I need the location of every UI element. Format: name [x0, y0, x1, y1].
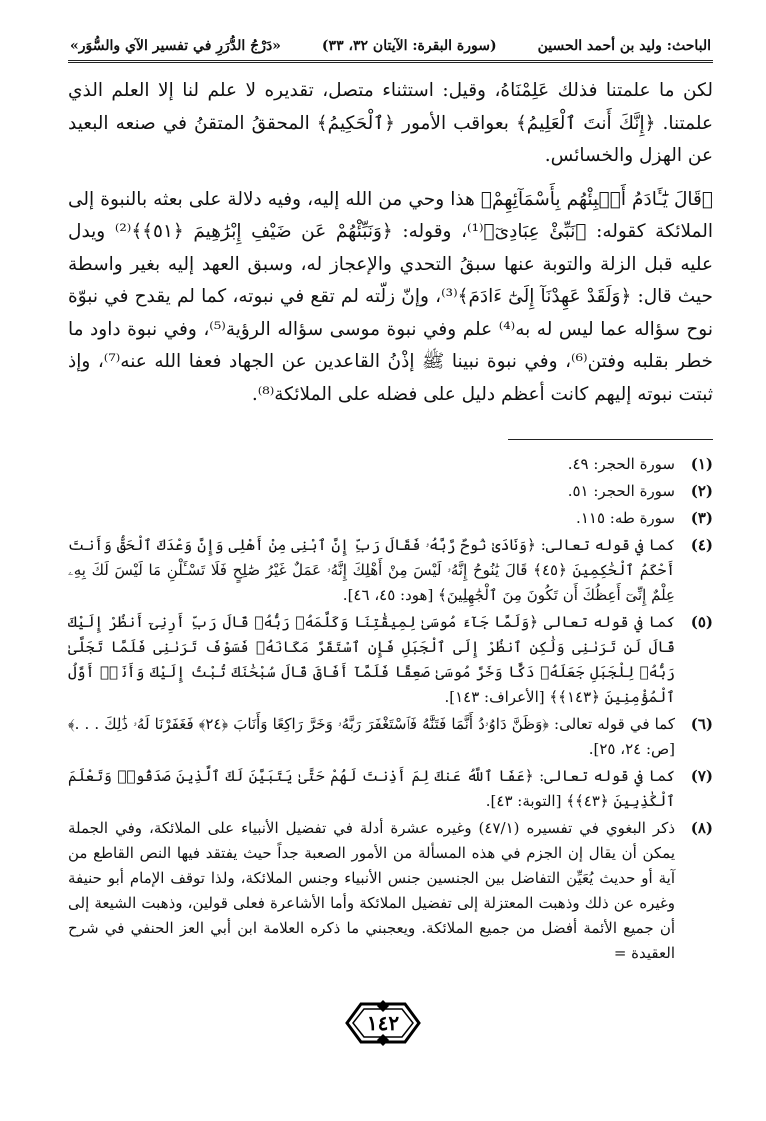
header-author: الباحث: وليد بن أحمد الحسين	[537, 38, 711, 54]
footnote-number: (٦)	[690, 715, 713, 733]
footnote-number: (٥)	[690, 613, 713, 631]
footnote-text: كما في قوله تعالى: ﴿وَظَنَّ دَاوُۥدُ أَنَّمَا فَتَنَّٰهُ فَٱسْتَغْفَرَ رَبَّهُۥ وَخَرَّ رَاكِعًا وَأَنَابَ ﴿٢٤﴾ فَغَفَرْنَا لَهُۥ ذَٰلِكَ . . .﴾ [ص: ٢٤، ٢٥].	[68, 715, 675, 758]
footnote-text: كما في قوله تعالى: ﴿وَنَادَىٰ نُوحٌ رَّبَّهُۥ فَقَالَ رَبِّ إِنَّ ٱبْنِى مِنْ أَهْلِى وَإِنَّ وَعْدَكَ ٱلْحَقُّ وَأَنتَ أَحْكَمُ ٱلْحَٰكِمِينَ ﴿٤٥﴾ قَالَ يَٰنُوحُ إِنَّهُۥ لَيْسَ مِنْ أَهْلِكَ إِنَّهُۥ عَمَلٌ غَيْرُ صَٰلِحٍ فَلَا تَسْـَٔلْنِ مَا لَيْسَ لَكَ بِهِۦ عِلْمٌ إِنِّىٓ أَعِظُكَ أَن تَكُونَ مِنَ ٱلْجَٰهِلِينَ﴾ [هود: ٤٥، ٤٦].	[68, 536, 675, 604]
footnote-1	[68, 452, 713, 477]
footnote-text: سورة طه: ١١٥.	[576, 509, 675, 527]
footnote-3	[68, 506, 713, 531]
footnote-2	[68, 479, 713, 504]
header-book-title: «دَرْجُ الدُّرَرِ في تفسير الآي والسُّوَر»	[70, 38, 281, 54]
footnote-8	[68, 816, 713, 966]
footnote-text: ذكر البغوي في تفسيره (٤٧/١) وغيره عشرة أدلة في تفضيل الأنبياء على الملائكة، وفي الجملة يمكن أن يقال إن الجزم في هذه المسألة من الأمور الصعبة جداً حيث يفتقد فيها النص القاطع من آية أو حديث يُعَيِّن التفاضل بين الجنسين جنس الأنبياء وجنس الملائكة، ولذا توقف الإمام أبو حنيفة وغيره عن ذلك وذهبت المعتزلة إلى تفضيل الملائكة وأما الأشاعرة فعلى قولين، وذهبت الشيعة إلى أن جميع الأئمة أفضل من جميع الملائكة. ويعجبني ما ذكره العلامة ابن أبي العز الحنفي في شرح العقيدة =	[68, 819, 675, 962]
footnote-number: (٨)	[690, 819, 713, 837]
book-page	[68, 38, 713, 966]
header-surah-reference: (سورة البقرة: الآيتان ٣٢، ٣٣)	[321, 38, 497, 54]
footnote-number: (٧)	[690, 767, 713, 785]
footnote-7	[68, 764, 713, 814]
footnote-separator	[508, 439, 713, 440]
body-paragraph-1: لكن ما علمتنا فذلك عَلِمْنَاهُ، وقيل: استثناء متصل، تقديره لا علم لنا إلا العلم الذي علمتنا. ﴿إِنَّكَ أَنتَ ٱلْعَلِيمُ﴾ بعواقب الأمور ﴿ٱلْحَكِيمُ﴾ المحققُ المتقنُ في صنعه البعيد عن الهزل والخسائس.	[68, 80, 713, 166]
footnote-number: (٣)	[690, 509, 713, 527]
footnote-4	[68, 533, 713, 608]
page-number: ١٤٢	[366, 1011, 400, 1035]
footnote-text: كما في قوله تعالى ﴿وَلَمَّا جَآءَ مُوسَىٰ لِمِيقَٰتِنَا وَكَلَّمَهُۥ رَبُّهُۥ قَالَ رَبِّ أَرِنِىٓ أَنظُرْ إِلَيْكَ قَالَ لَن تَرَىٰنِى وَلَٰكِنِ ٱنظُرْ إِلَى ٱلْجَبَلِ فَإِنِ ٱسْتَقَرَّ مَكَانَهُۥ فَسَوْفَ تَرَىٰنِى فَلَمَّا تَجَلَّىٰ رَبُّهُۥ لِلْجَبَلِ جَعَلَهُۥ دَكًّا وَخَرَّ مُوسَىٰ صَعِقًا فَلَمَّآ أَفَاقَ قَالَ سُبْحَٰنَكَ تُبْتُ إِلَيْكَ وَأَنَا۠ أَوَّلُ ٱلْمُؤْمِنِينَ ﴿١٤٣﴾﴾ [الأعراف: ١٤٣].	[68, 613, 675, 706]
footnote-text: سورة الحجر: ٤٩.	[567, 455, 675, 473]
footnote-number: (٢)	[690, 482, 713, 500]
page-number-ornament	[343, 1000, 423, 1046]
footnotes	[68, 452, 713, 966]
body-paragraph-2: ﴿قَالَ يَٰٓـَٔادَمُ أَنۢبِئْهُم بِأَسْمَآئِهِمْ﴾ هذا وحي من الله إليه، وفيه دلالة على بعثه بالنبوة إلى الملائكة كقوله: ﴿نَبِّئْ عِبَادِىٓ﴾⁽¹⁾، وقوله: ﴿وَنَبِّئْهُمْ عَن ضَيْفِ إِبْرَٰهِيمَ ﴿٥١﴾﴾⁽²⁾ ويدل عليه قبل الزلة والتوبة عنها سبقُ التحدي والإعجاز له، وسبق العهد إليه بغير واسطة حيث قال: ﴿وَلَقَدْ عَهِدْنَآ إِلَىٰٓ ءَادَمَ﴾⁽³⁾، وإنّ زلّته لم تقع في نبوته، كما لم يقدح في نبوّة نوح سؤاله عما ليس له به⁽⁴⁾ علم وفي نبوة موسى سؤاله الرؤية⁽⁵⁾، وفي نبوة داود ما خطر بقلبه وفتن⁽⁶⁾، وفي نبوة نبينا ﷺ إذْنُ القاعدين عن الجهاد فعفا الله عنه⁽⁷⁾، وإذ ثبتت نبوته إليهم كانت أعظم دليل على فضله على الملائكة⁽⁸⁾.	[68, 188, 713, 405]
footnote-text: سورة الحجر: ٥١.	[567, 482, 675, 500]
main-text	[68, 75, 713, 411]
footnote-5	[68, 610, 713, 710]
footnote-number: (٤)	[690, 536, 713, 554]
footnote-6	[68, 712, 713, 762]
footnote-text: كما في قوله تعالى: ﴿عَفَا ٱللَّهُ عَنكَ لِمَ أَذِنتَ لَهُمْ حَتَّىٰ يَتَبَيَّنَ لَكَ ٱلَّذِينَ صَدَقُوا۟ وَتَعْلَمَ ٱلْكَٰذِبِينَ ﴿٤٣﴾﴾ [التوبة: ٤٣].	[68, 767, 675, 810]
running-header	[68, 38, 713, 63]
footnote-number: (١)	[690, 455, 713, 473]
